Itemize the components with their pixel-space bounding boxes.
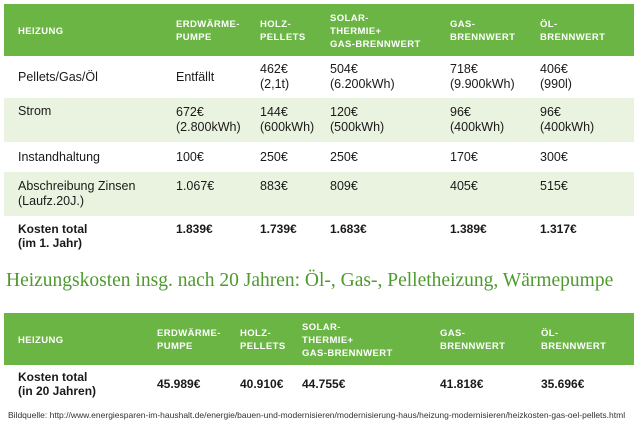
row-label: Abschreibung Zinsen (Laufz.20J.) — [18, 179, 136, 208]
table-row — [4, 142, 634, 172]
table-cell: 144€ (600kWh) — [260, 105, 315, 134]
table-row-total — [4, 365, 634, 403]
image-source-note — [8, 410, 632, 421]
table-cell: 1.683€ — [330, 222, 367, 236]
table-cell: 300€ — [540, 149, 568, 164]
table-cell: 96€ (400kWh) — [450, 105, 505, 134]
heating-costs-first-year-table — [4, 4, 634, 256]
row-label: Instandhaltung — [18, 149, 101, 164]
table-cell: 406€ (990l) — [540, 62, 572, 91]
table-cell: 462€ (2,1t) — [260, 62, 290, 91]
row-label: Strom — [18, 104, 52, 118]
table-cell: 250€ — [330, 149, 358, 164]
table-cell: 515€ — [540, 179, 568, 193]
table-row — [4, 56, 634, 98]
section-heading: Heizungskosten insg. nach 20 Jahren: Öl-, Gas-, Pelletheizung, Wärmepumpe — [6, 270, 614, 291]
header-oelbrennwert: ÖL- BRENNWERT — [540, 19, 606, 43]
table-cell: 718€ (9.900kWh) — [450, 62, 515, 91]
table-cell: 250€ — [260, 149, 288, 164]
source-link[interactable]: http://www.energiesparen-im-haushalt.de/energie/bauen-und-modernisieren/modernisierung-haus/heizung-modernisieren/heizkosten-gas-oel-pellets.html — [49, 410, 626, 420]
table-cell: 504€ (6.200kWh) — [330, 62, 395, 91]
table-cell: 1.389€ — [450, 222, 487, 236]
header-gasbrennwert: GAS- BRENNWERT — [450, 19, 516, 43]
table-cell: 96€ (400kWh) — [540, 105, 595, 134]
table-cell: 40.910€ — [240, 377, 284, 391]
table-cell: 41.818€ — [440, 377, 484, 391]
header-solarthermie-gas: SOLAR- THERMIE+ GAS-BRENNWERT — [302, 321, 393, 359]
table-header — [4, 4, 634, 56]
heating-costs-20-years-table — [4, 313, 634, 403]
header-heizung: HEIZUNG — [18, 25, 64, 37]
header-oelbrennwert: ÖL- BRENNWERT — [541, 328, 607, 352]
header-heizung: HEIZUNG — [18, 334, 64, 346]
table-row-total — [4, 216, 634, 256]
header-erdwaermepumpe: ERDWÄRME- PUMPE — [176, 19, 240, 43]
table-cell: 1.317€ — [540, 222, 577, 236]
header-gasbrennwert: GAS- BRENNWERT — [440, 328, 506, 352]
table-cell: 44.755€ — [302, 377, 346, 391]
table-cell: 1.739€ — [260, 222, 297, 236]
table-cell: Entfällt — [176, 69, 215, 84]
table-cell: 405€ — [450, 179, 478, 193]
table-cell: 883€ — [260, 179, 288, 193]
table-header — [4, 313, 634, 365]
source-label: Bildquelle: — [8, 410, 48, 420]
table-cell: 120€ (500kWh) — [330, 105, 385, 134]
table-cell: 1.839€ — [176, 222, 213, 236]
table-cell: 1.067€ — [176, 179, 215, 193]
table-cell: 35.696€ — [541, 377, 585, 391]
row-label: Kosten total (im 1. Jahr) — [18, 222, 88, 250]
table-cell: 170€ — [450, 149, 478, 164]
header-erdwaermepumpe: ERDWÄRME- PUMPE — [157, 328, 221, 352]
table-cell: 672€ (2.800kWh) — [176, 105, 241, 134]
header-solarthermie-gas: SOLAR- THERMIE+ GAS-BRENNWERT — [330, 12, 421, 50]
table-cell: 45.989€ — [157, 377, 201, 391]
header-holzpellets: HOLZ- PELLETS — [240, 328, 286, 352]
row-label: Pellets/Gas/Öl — [18, 69, 98, 84]
table-row — [4, 98, 634, 142]
table-row — [4, 172, 634, 216]
table-cell: 809€ — [330, 179, 358, 193]
row-label: Kosten total (in 20 Jahren) — [18, 370, 97, 398]
table-cell: 100€ — [176, 149, 204, 164]
header-holzpellets: HOLZ- PELLETS — [260, 19, 306, 43]
